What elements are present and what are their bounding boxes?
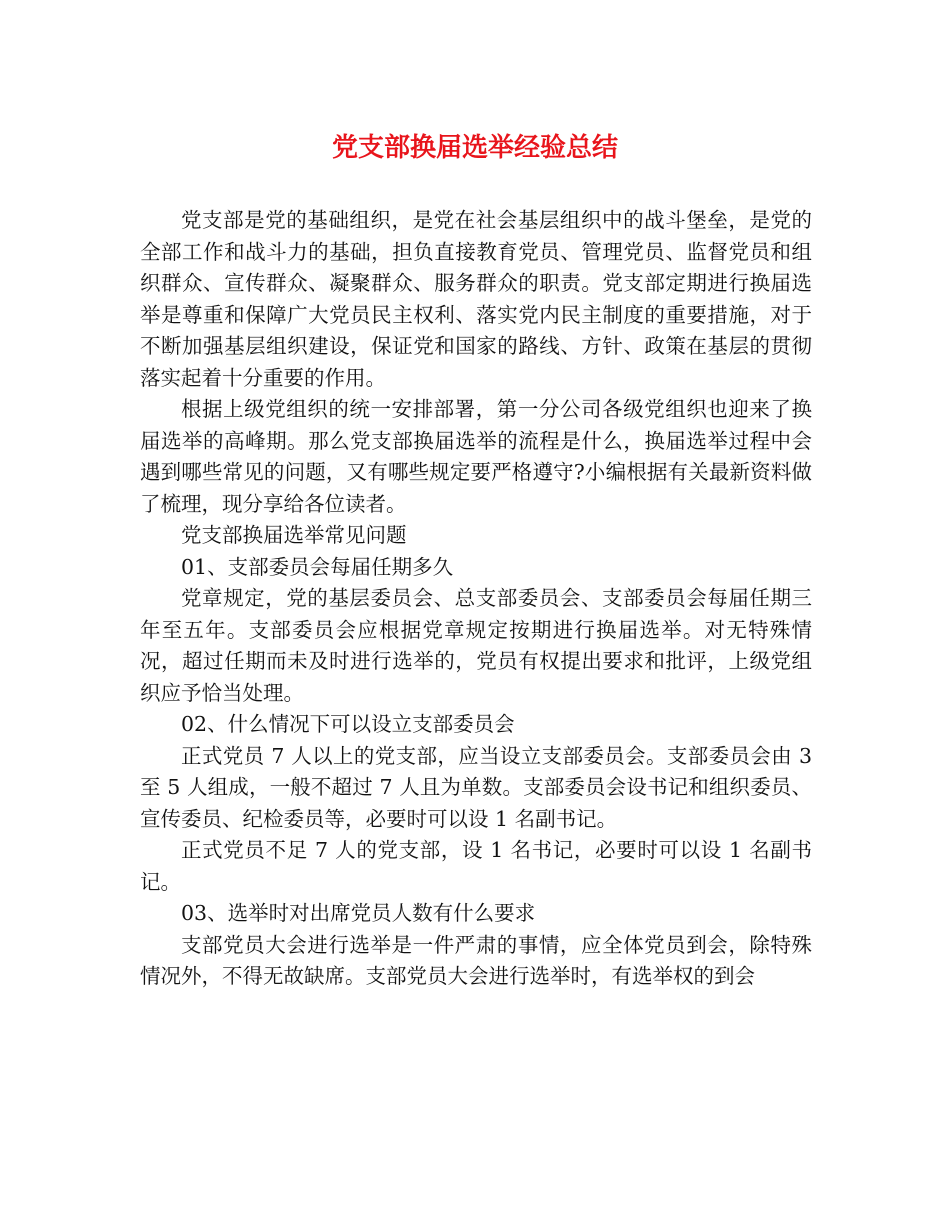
section-heading: 党支部换届选举常见问题: [181, 523, 407, 547]
answer-paragraph-03: 支部党员大会进行选举是一件严肃的事情，应全体党员到会，除特殊情况外，不得无故缺席。支部党员大会进行选举时，有选举权的到会: [140, 932, 812, 988]
paragraph-intro: 党支部是党的基础组织，是党在社会基层组织中的战斗堡垒，是党的全部工作和战斗力的基础，担负直接教育党员、管理党员、监督党员和组织群众、宣传群众、凝聚群众、服务群众的职责。党支部定期进行换届选举是尊重和保障广大党员民主权利、落实党内民主制度的重要措施，对于不断加强基层组织建设，保证党和国家的路线、方针、政策在基层的贯彻落实起着十分重要的作用。: [140, 208, 812, 390]
paragraph-background: 根据上级党组织的统一安排部署，第一分公司各级党组织也迎来了换届选举的高峰期。那么党支部换届选举的流程是什么，换届选举过程中会遇到哪些常见的问题，又有哪些规定要严格遵守?小编根据有关最新资料做了梳理，现分享给各位读者。: [140, 397, 812, 516]
question-heading-01: 01、支部委员会每届任期多久: [181, 554, 454, 579]
answer-paragraph-02a: 正式党员 7 人以上的党支部，应当设立支部委员会。支部委员会由 3 至 5 人组成，一般不超过 7 人且为单数。支部委员会设书记和组织委员、宣传委员、纪检委员等，必要时可以设 1 名副书记。: [140, 743, 812, 831]
document-body: [140, 205, 812, 993]
document-title: 党支部换届选举经验总结: [331, 133, 618, 163]
answer-paragraph-01: 党章规定，党的基层委员会、总支部委员会、支部委员会每届任期三年至五年。支部委员会应根据党章规定按期进行换届选举。对无特殊情况，超过任期而未及时进行选举的，党员有权提出要求和批评，上级党组织应予恰当处理。: [140, 586, 812, 705]
question-heading-02: 02、什么情况下可以设立支部委员会: [181, 712, 515, 736]
answer-paragraph-02b: 正式党员不足 7 人的党支部，设 1 名书记，必要时可以设 1 名副书记。: [140, 838, 812, 894]
question-heading-03: 03、选举时对出席党员人数有什么要求: [181, 901, 536, 925]
